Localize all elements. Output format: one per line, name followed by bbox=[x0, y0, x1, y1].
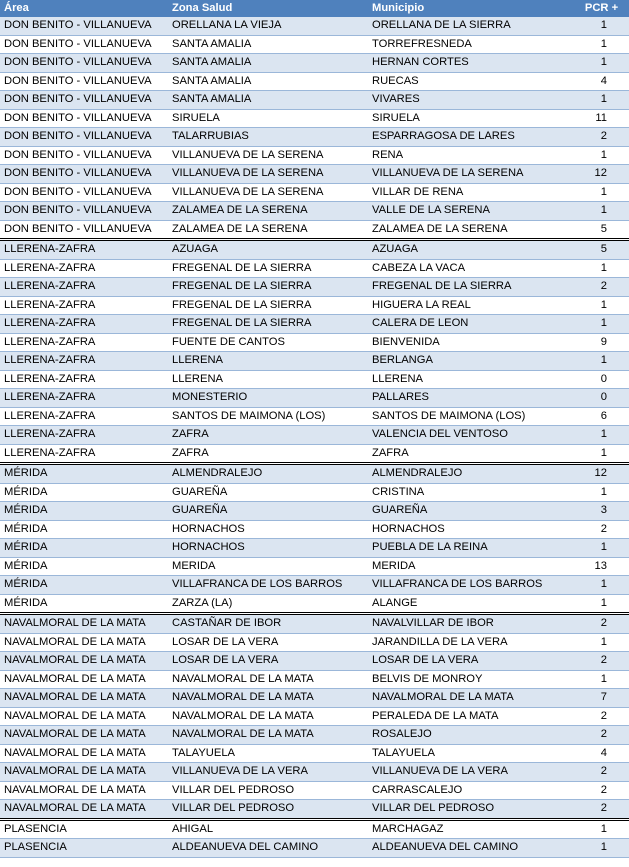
table-row bbox=[0, 614, 629, 634]
cell-pcr: 2 bbox=[574, 763, 629, 782]
cell-pcr: 5 bbox=[574, 220, 629, 240]
cell-area: DON BENITO - VILLANUEVA bbox=[0, 109, 168, 128]
cell-pcr: 0 bbox=[574, 370, 629, 389]
table-row bbox=[0, 183, 629, 202]
cell-area: MÉRIDA bbox=[0, 520, 168, 539]
table-row bbox=[0, 259, 629, 278]
cell-zona-salud: CASTAÑAR DE IBOR bbox=[168, 614, 368, 634]
cell-municipio: BERLANGA bbox=[368, 352, 574, 371]
table-row bbox=[0, 128, 629, 147]
table-body bbox=[0, 17, 629, 857]
cell-zona-salud: FREGENAL DE LA SIERRA bbox=[168, 278, 368, 297]
cell-pcr: 1 bbox=[574, 670, 629, 689]
cell-zona-salud: FREGENAL DE LA SIERRA bbox=[168, 259, 368, 278]
table-row bbox=[0, 726, 629, 745]
cell-municipio: VALENCIA DEL VENTOSO bbox=[368, 426, 574, 445]
table-row bbox=[0, 426, 629, 445]
cell-municipio: VALLE DE LA SERENA bbox=[368, 202, 574, 221]
cell-pcr: 7 bbox=[574, 689, 629, 708]
table-row bbox=[0, 407, 629, 426]
cell-area: DON BENITO - VILLANUEVA bbox=[0, 220, 168, 240]
cell-zona-salud: MONESTERIO bbox=[168, 389, 368, 408]
table-row bbox=[0, 800, 629, 820]
cell-pcr: 1 bbox=[574, 483, 629, 502]
cell-zona-salud: ZARZA (LA) bbox=[168, 594, 368, 614]
cell-pcr: 1 bbox=[574, 576, 629, 595]
cell-area: NAVALMORAL DE LA MATA bbox=[0, 652, 168, 671]
cell-pcr: 9 bbox=[574, 333, 629, 352]
table-row bbox=[0, 464, 629, 484]
table-row bbox=[0, 633, 629, 652]
cell-zona-salud: LOSAR DE LA VERA bbox=[168, 652, 368, 671]
cell-municipio: CRISTINA bbox=[368, 483, 574, 502]
cell-area: DON BENITO - VILLANUEVA bbox=[0, 202, 168, 221]
cell-municipio: PUEBLA DE LA REINA bbox=[368, 539, 574, 558]
cell-pcr: 6 bbox=[574, 407, 629, 426]
table-row bbox=[0, 689, 629, 708]
table-row bbox=[0, 819, 629, 839]
cell-pcr: 0 bbox=[574, 389, 629, 408]
cell-area: MÉRIDA bbox=[0, 483, 168, 502]
cell-zona-salud: SIRUELA bbox=[168, 109, 368, 128]
cell-area: DON BENITO - VILLANUEVA bbox=[0, 183, 168, 202]
cell-zona-salud: LOSAR DE LA VERA bbox=[168, 633, 368, 652]
cell-zona-salud: FUENTE DE CANTOS bbox=[168, 333, 368, 352]
table-row bbox=[0, 781, 629, 800]
cell-municipio: HIGUERA LA REAL bbox=[368, 296, 574, 315]
cell-area: LLERENA-ZAFRA bbox=[0, 315, 168, 334]
table-row bbox=[0, 146, 629, 165]
cell-pcr: 1 bbox=[574, 539, 629, 558]
table-row bbox=[0, 444, 629, 464]
cell-zona-salud: ZAFRA bbox=[168, 444, 368, 464]
cell-zona-salud: LLERENA bbox=[168, 370, 368, 389]
cell-zona-salud: TALARRUBIAS bbox=[168, 128, 368, 147]
cell-municipio: VILLAR DE RENA bbox=[368, 183, 574, 202]
cell-municipio: ZALAMEA DE LA SERENA bbox=[368, 220, 574, 240]
table-row bbox=[0, 17, 629, 35]
cell-pcr: 2 bbox=[574, 726, 629, 745]
column-header-pcr: PCR + bbox=[574, 0, 629, 17]
cell-municipio: NAVALMORAL DE LA MATA bbox=[368, 689, 574, 708]
cell-zona-salud: GUAREÑA bbox=[168, 483, 368, 502]
cell-area: NAVALMORAL DE LA MATA bbox=[0, 800, 168, 820]
cell-area: MÉRIDA bbox=[0, 539, 168, 558]
cell-pcr: 2 bbox=[574, 520, 629, 539]
table-row bbox=[0, 109, 629, 128]
table-row bbox=[0, 35, 629, 54]
cell-pcr: 5 bbox=[574, 240, 629, 260]
cell-municipio: VIVARES bbox=[368, 91, 574, 110]
cell-zona-salud: VILLANUEVA DE LA VERA bbox=[168, 763, 368, 782]
cell-area: DON BENITO - VILLANUEVA bbox=[0, 91, 168, 110]
cell-zona-salud: ZALAMEA DE LA SERENA bbox=[168, 202, 368, 221]
cell-zona-salud: ALDEANUEVA DEL CAMINO bbox=[168, 839, 368, 858]
cell-area: LLERENA-ZAFRA bbox=[0, 407, 168, 426]
cell-zona-salud: ALMENDRALEJO bbox=[168, 464, 368, 484]
cell-pcr: 2 bbox=[574, 707, 629, 726]
cell-municipio: TORREFRESNEDA bbox=[368, 35, 574, 54]
cell-area: PLASENCIA bbox=[0, 839, 168, 858]
table-row bbox=[0, 557, 629, 576]
cell-pcr: 2 bbox=[574, 614, 629, 634]
cell-pcr: 2 bbox=[574, 800, 629, 820]
cell-area: NAVALMORAL DE LA MATA bbox=[0, 689, 168, 708]
cell-municipio: ROSALEJO bbox=[368, 726, 574, 745]
cell-area: DON BENITO - VILLANUEVA bbox=[0, 128, 168, 147]
header-row bbox=[0, 0, 629, 17]
cell-area: NAVALMORAL DE LA MATA bbox=[0, 763, 168, 782]
cell-area: MÉRIDA bbox=[0, 594, 168, 614]
cell-area: NAVALMORAL DE LA MATA bbox=[0, 707, 168, 726]
cell-area: PLASENCIA bbox=[0, 819, 168, 839]
cell-pcr: 1 bbox=[574, 594, 629, 614]
cell-area: LLERENA-ZAFRA bbox=[0, 240, 168, 260]
table-row bbox=[0, 520, 629, 539]
cell-area: LLERENA-ZAFRA bbox=[0, 370, 168, 389]
cell-municipio: VILLANUEVA DE LA SERENA bbox=[368, 165, 574, 184]
cell-pcr: 1 bbox=[574, 352, 629, 371]
cell-municipio: BELVIS DE MONROY bbox=[368, 670, 574, 689]
cell-zona-salud: NAVALMORAL DE LA MATA bbox=[168, 726, 368, 745]
cell-zona-salud: NAVALMORAL DE LA MATA bbox=[168, 670, 368, 689]
cell-zona-salud: ZALAMEA DE LA SERENA bbox=[168, 220, 368, 240]
cell-pcr: 1 bbox=[574, 426, 629, 445]
cell-pcr: 1 bbox=[574, 146, 629, 165]
cell-municipio: LOSAR DE LA VERA bbox=[368, 652, 574, 671]
table-row bbox=[0, 296, 629, 315]
table-row bbox=[0, 652, 629, 671]
column-header-zona-salud: Zona Salud bbox=[168, 0, 368, 17]
cell-municipio: RUECAS bbox=[368, 72, 574, 91]
cell-pcr: 1 bbox=[574, 183, 629, 202]
cell-municipio: SANTOS DE MAIMONA (LOS) bbox=[368, 407, 574, 426]
cell-pcr: 4 bbox=[574, 72, 629, 91]
cell-municipio: JARANDILLA DE LA VERA bbox=[368, 633, 574, 652]
cell-zona-salud: VILLANUEVA DE LA SERENA bbox=[168, 183, 368, 202]
cell-municipio: CARRASCALEJO bbox=[368, 781, 574, 800]
cell-pcr: 2 bbox=[574, 652, 629, 671]
cell-zona-salud: HORNACHOS bbox=[168, 520, 368, 539]
cell-pcr: 1 bbox=[574, 259, 629, 278]
cell-zona-salud: AZUAGA bbox=[168, 240, 368, 260]
cell-pcr: 1 bbox=[574, 633, 629, 652]
cell-pcr: 2 bbox=[574, 781, 629, 800]
cell-municipio: HERNAN CORTES bbox=[368, 54, 574, 73]
cell-municipio: SIRUELA bbox=[368, 109, 574, 128]
cell-pcr: 3 bbox=[574, 502, 629, 521]
cell-pcr: 1 bbox=[574, 819, 629, 839]
cell-pcr: 12 bbox=[574, 464, 629, 484]
cell-area: LLERENA-ZAFRA bbox=[0, 389, 168, 408]
cell-municipio: ALANGE bbox=[368, 594, 574, 614]
cell-pcr: 11 bbox=[574, 109, 629, 128]
cell-area: NAVALMORAL DE LA MATA bbox=[0, 670, 168, 689]
cell-municipio: CABEZA LA VACA bbox=[368, 259, 574, 278]
cell-zona-salud: VILLANUEVA DE LA SERENA bbox=[168, 165, 368, 184]
cell-pcr: 1 bbox=[574, 296, 629, 315]
table-header bbox=[0, 0, 629, 17]
cell-municipio: VILLAFRANCA DE LOS BARROS bbox=[368, 576, 574, 595]
cell-area: LLERENA-ZAFRA bbox=[0, 444, 168, 464]
cell-area: MÉRIDA bbox=[0, 576, 168, 595]
cell-pcr: 4 bbox=[574, 744, 629, 763]
cell-municipio: MARCHAGAZ bbox=[368, 819, 574, 839]
cell-area: LLERENA-ZAFRA bbox=[0, 333, 168, 352]
cell-municipio: TALAYUELA bbox=[368, 744, 574, 763]
cell-zona-salud: SANTA AMALIA bbox=[168, 91, 368, 110]
column-header-area: Área bbox=[0, 0, 168, 17]
cell-pcr: 2 bbox=[574, 128, 629, 147]
cell-zona-salud: LLERENA bbox=[168, 352, 368, 371]
table-row bbox=[0, 839, 629, 858]
cell-area: DON BENITO - VILLANUEVA bbox=[0, 72, 168, 91]
cell-area: NAVALMORAL DE LA MATA bbox=[0, 781, 168, 800]
cell-zona-salud: VILLAR DEL PEDROSO bbox=[168, 800, 368, 820]
table-row bbox=[0, 576, 629, 595]
cell-zona-salud: NAVALMORAL DE LA MATA bbox=[168, 689, 368, 708]
table-row bbox=[0, 483, 629, 502]
cell-pcr: 12 bbox=[574, 165, 629, 184]
table-row bbox=[0, 165, 629, 184]
cell-municipio: VILLANUEVA DE LA VERA bbox=[368, 763, 574, 782]
cell-area: LLERENA-ZAFRA bbox=[0, 352, 168, 371]
cell-municipio: ALMENDRALEJO bbox=[368, 464, 574, 484]
column-header-municipio: Municipio bbox=[368, 0, 574, 17]
cell-pcr: 1 bbox=[574, 839, 629, 858]
cell-zona-salud: TALAYUELA bbox=[168, 744, 368, 763]
cell-area: LLERENA-ZAFRA bbox=[0, 296, 168, 315]
table-row bbox=[0, 594, 629, 614]
cell-pcr: 1 bbox=[574, 444, 629, 464]
cell-zona-salud: AHIGAL bbox=[168, 819, 368, 839]
cell-area: MÉRIDA bbox=[0, 464, 168, 484]
cell-municipio: RENA bbox=[368, 146, 574, 165]
cell-pcr: 1 bbox=[574, 202, 629, 221]
cell-municipio: NAVALVILLAR DE IBOR bbox=[368, 614, 574, 634]
table-row bbox=[0, 744, 629, 763]
cell-pcr: 2 bbox=[574, 278, 629, 297]
table-row bbox=[0, 278, 629, 297]
cell-zona-salud: SANTA AMALIA bbox=[168, 35, 368, 54]
cell-municipio: MERIDA bbox=[368, 557, 574, 576]
cell-zona-salud: VILLAR DEL PEDROSO bbox=[168, 781, 368, 800]
cell-area: LLERENA-ZAFRA bbox=[0, 278, 168, 297]
cell-municipio: ZAFRA bbox=[368, 444, 574, 464]
table-row bbox=[0, 502, 629, 521]
cell-zona-salud: SANTA AMALIA bbox=[168, 54, 368, 73]
cell-municipio: FREGENAL DE LA SIERRA bbox=[368, 278, 574, 297]
cell-municipio: AZUAGA bbox=[368, 240, 574, 260]
cell-pcr: 1 bbox=[574, 54, 629, 73]
cell-area: DON BENITO - VILLANUEVA bbox=[0, 146, 168, 165]
cell-zona-salud: FREGENAL DE LA SIERRA bbox=[168, 296, 368, 315]
cell-municipio: ORELLANA DE LA SIERRA bbox=[368, 17, 574, 35]
cell-area: LLERENA-ZAFRA bbox=[0, 259, 168, 278]
table-row bbox=[0, 240, 629, 260]
cell-area: MÉRIDA bbox=[0, 557, 168, 576]
cell-municipio: BIENVENIDA bbox=[368, 333, 574, 352]
cell-area: DON BENITO - VILLANUEVA bbox=[0, 17, 168, 35]
cell-zona-salud: ORELLANA LA VIEJA bbox=[168, 17, 368, 35]
cell-municipio: ESPARRAGOSA DE LARES bbox=[368, 128, 574, 147]
cell-pcr: 1 bbox=[574, 91, 629, 110]
table-row bbox=[0, 333, 629, 352]
cell-zona-salud: MERIDA bbox=[168, 557, 368, 576]
table-row bbox=[0, 352, 629, 371]
cell-area: NAVALMORAL DE LA MATA bbox=[0, 726, 168, 745]
cell-pcr: 1 bbox=[574, 17, 629, 35]
cell-zona-salud: FREGENAL DE LA SIERRA bbox=[168, 315, 368, 334]
cell-area: MÉRIDA bbox=[0, 502, 168, 521]
table-row bbox=[0, 315, 629, 334]
cell-pcr: 13 bbox=[574, 557, 629, 576]
table-row bbox=[0, 220, 629, 240]
cell-municipio: PERALEDA DE LA MATA bbox=[368, 707, 574, 726]
table-row bbox=[0, 370, 629, 389]
table-row bbox=[0, 72, 629, 91]
cell-zona-salud: HORNACHOS bbox=[168, 539, 368, 558]
table-row bbox=[0, 670, 629, 689]
table-row bbox=[0, 202, 629, 221]
cell-zona-salud: GUAREÑA bbox=[168, 502, 368, 521]
table-row bbox=[0, 707, 629, 726]
cell-area: DON BENITO - VILLANUEVA bbox=[0, 54, 168, 73]
cell-area: LLERENA-ZAFRA bbox=[0, 426, 168, 445]
cell-area: NAVALMORAL DE LA MATA bbox=[0, 633, 168, 652]
cell-municipio: CALERA DE LEON bbox=[368, 315, 574, 334]
table-row bbox=[0, 54, 629, 73]
cell-pcr: 1 bbox=[574, 35, 629, 54]
cell-area: NAVALMORAL DE LA MATA bbox=[0, 614, 168, 634]
cell-area: NAVALMORAL DE LA MATA bbox=[0, 744, 168, 763]
table-row bbox=[0, 91, 629, 110]
cell-zona-salud: SANTOS DE MAIMONA (LOS) bbox=[168, 407, 368, 426]
cell-municipio: GUAREÑA bbox=[368, 502, 574, 521]
cell-municipio: LLERENA bbox=[368, 370, 574, 389]
cell-area: DON BENITO - VILLANUEVA bbox=[0, 165, 168, 184]
table-row bbox=[0, 539, 629, 558]
cell-zona-salud: VILLANUEVA DE LA SERENA bbox=[168, 146, 368, 165]
cell-zona-salud: ZAFRA bbox=[168, 426, 368, 445]
table-row bbox=[0, 389, 629, 408]
cell-zona-salud: SANTA AMALIA bbox=[168, 72, 368, 91]
table-row bbox=[0, 763, 629, 782]
cell-zona-salud: NAVALMORAL DE LA MATA bbox=[168, 707, 368, 726]
cell-municipio: PALLARES bbox=[368, 389, 574, 408]
cell-pcr: 1 bbox=[574, 315, 629, 334]
cell-municipio: HORNACHOS bbox=[368, 520, 574, 539]
cell-municipio: VILLAR DEL PEDROSO bbox=[368, 800, 574, 820]
cell-municipio: ALDEANUEVA DEL CAMINO bbox=[368, 839, 574, 858]
cell-zona-salud: VILLAFRANCA DE LOS BARROS bbox=[168, 576, 368, 595]
cell-area: DON BENITO - VILLANUEVA bbox=[0, 35, 168, 54]
